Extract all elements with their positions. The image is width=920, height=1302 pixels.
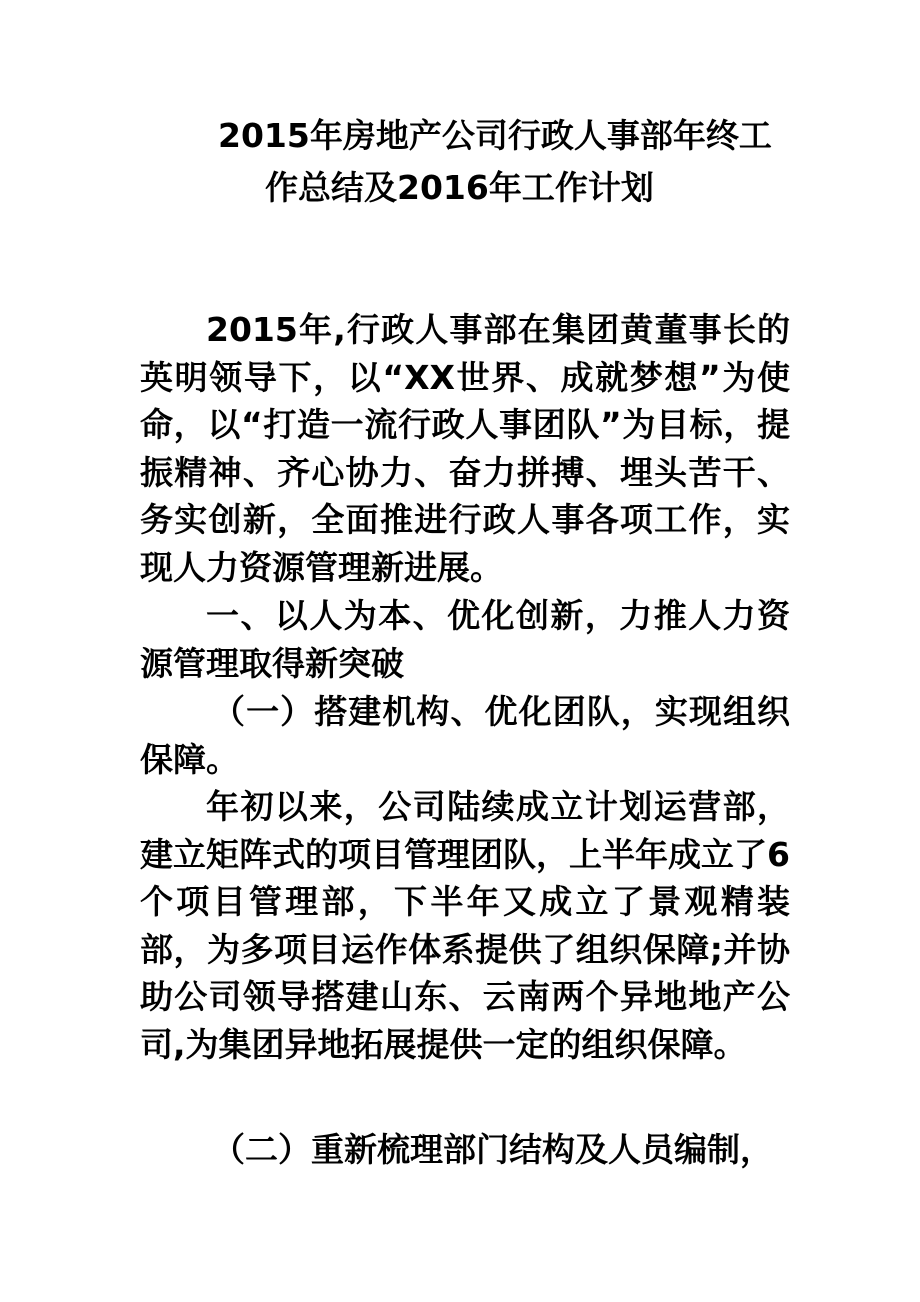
- title-line-1: 2015年房地产公司行政人事部年终工: [218, 116, 772, 155]
- subsection-1-heading: （一）搭建机构、优化团队，实现组织保障。: [140, 692, 790, 779]
- subsection-1-body: 年初以来，公司陆续成立计划运营部，建立矩阵式的项目管理团队，上半年成立了6个项目管理部，下半年又成立了景观精装部，为多项目运作体系提供了组织保障;并协助公司领导搭建山东、云南两个异地地产公司,为集团异地拓展提供一定的组织保障。: [140, 787, 790, 1064]
- subsection-2-heading: （二）重新梳理部门结构及人员编制，: [212, 1130, 773, 1169]
- intro-paragraph: 2015年,行政人事部在集团黄董事长的英明领导下，以“XX世界、成就梦想”为使命，以“打造一流行政人事团队”为目标，提振精神、齐心协力、奋力拼搏、埋头苦干、务实创新，全面推进行政人事各项工作，实现人力资源管理新进展。: [140, 310, 790, 587]
- title-line-2: 作总结及2016年工作计划: [265, 168, 654, 207]
- section-1-heading: 一、以人为本、优化创新，力推人力资源管理取得新突破: [140, 596, 790, 683]
- document-title: [140, 110, 790, 214]
